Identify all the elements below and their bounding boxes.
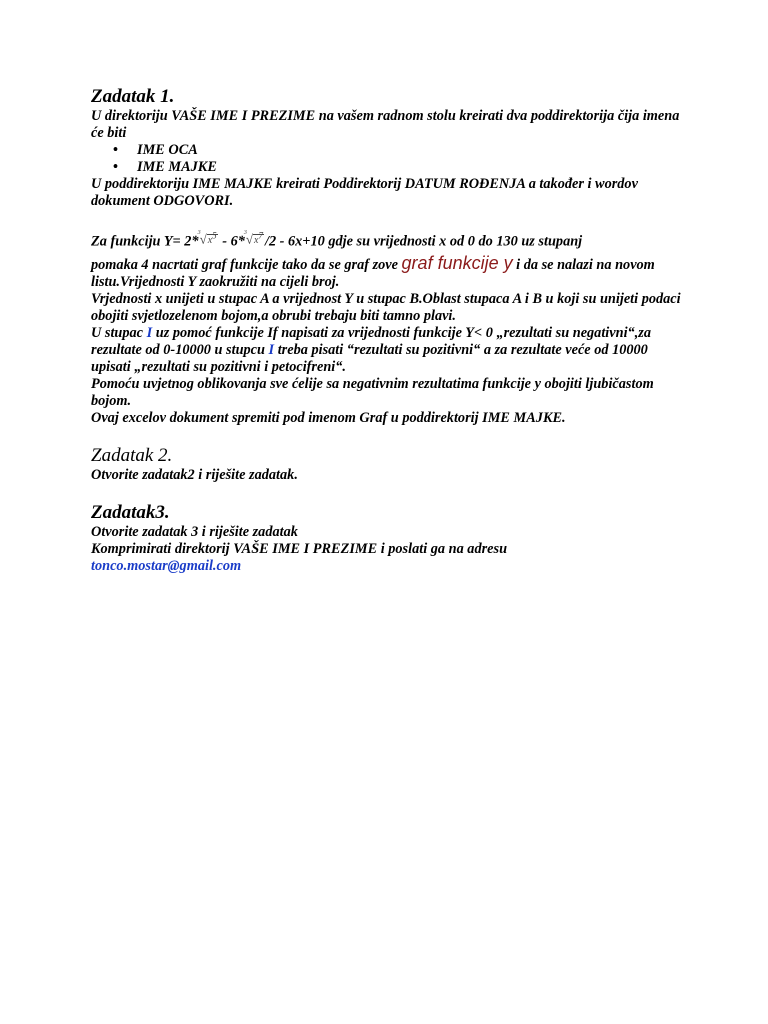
graph-name: graf funkcije y — [401, 253, 513, 274]
email-link[interactable]: tonco.mostar@gmail.com — [91, 558, 242, 575]
document-page — [91, 86, 681, 575]
task3-compress-text: Komprimirati direktorij VAŠE IME I PREZIME i poslati ga na adresu — [91, 541, 508, 558]
formula-suffix: /2 - 6x+10 gdje su vrijednosti x od 0 do 130 uz stupanj — [264, 233, 583, 250]
task1-if-text: U stupac I uz pomoć funkcije If napisati za vrijednosti funkcije Y< 0 „rezultati su negativni“,za rezultate od 0-10000 u stupcu I treba pisati “rezultati su pozitivni“ a za rezultate veće od 10000 upisati „rezultati su pozitivni i petocifreni“. — [91, 325, 651, 376]
formula-middle: - 6* — [218, 233, 245, 250]
task1-columns-text: Vrjednosti x unijeti u stupac A a vrijednost Y u stupac B.Oblast stupaca A i B u koji su unijeti podaci obojiti svjetlozelenom bojom,a obrubi trebaju biti tamno plavi. — [91, 291, 681, 325]
task1-subfolder-text: U poddirektoriju IME MAJKE kreirati Poddirektorij DATUM ROĐENJA a također i wordov dokument ODGOVORI. — [91, 176, 638, 209]
bullet-item-ime-oca — [91, 142, 681, 159]
bullet-label: IME OCA — [137, 142, 198, 158]
column-letter: I — [268, 342, 275, 359]
task2-text: Otvorite zadatak2 i riješite zadatak. — [91, 467, 298, 484]
task1-intro: U direktoriju VAŠE IME I PREZIME na vašem radnom stolu kreirati dva poddirektorija čija imena će biti — [91, 108, 680, 141]
task1-save-text: Ovaj excelov dokument spremiti pod imenom Graf u poddirektorij IME MAJKE. — [91, 410, 566, 427]
task1-conditional-text: Pomoću uvjetnog oblikovanja sve ćelije sa negativnim rezultatima funkcije y obojiti ljubičastom bojom. — [91, 376, 654, 410]
bullet-icon: • — [113, 142, 119, 158]
bullet-label: IME MAJKE — [137, 159, 217, 175]
cube-root-x5: 3 $√x^5$ — [197, 230, 217, 247]
task1-title: Zadatak 1. — [91, 86, 175, 107]
task1-formula-paragraph — [91, 228, 681, 250]
task2-title: Zadatak 2. — [91, 445, 173, 467]
bullet-icon: • — [113, 159, 119, 175]
task3-open-text: Otvorite zadatak 3 i riješite zadatak — [91, 524, 298, 541]
bullet-item-ime-majke — [91, 159, 681, 176]
formula-prefix: Za funkciju Y= 2* — [91, 233, 199, 250]
task3-title: Zadatak3. — [91, 502, 170, 524]
column-letter: I — [146, 325, 153, 342]
task1-graph-paragraph: pomaka 4 nacrtati graf funkcije tako da se graf zove graf funkcije y i da se nalazi na novom listu.Vrijednosti Y zaokružiti na cijeli broj. — [91, 253, 655, 291]
task1-bullet-list — [91, 142, 681, 176]
cube-root-x7: 3 $√x^7$ — [243, 230, 263, 247]
